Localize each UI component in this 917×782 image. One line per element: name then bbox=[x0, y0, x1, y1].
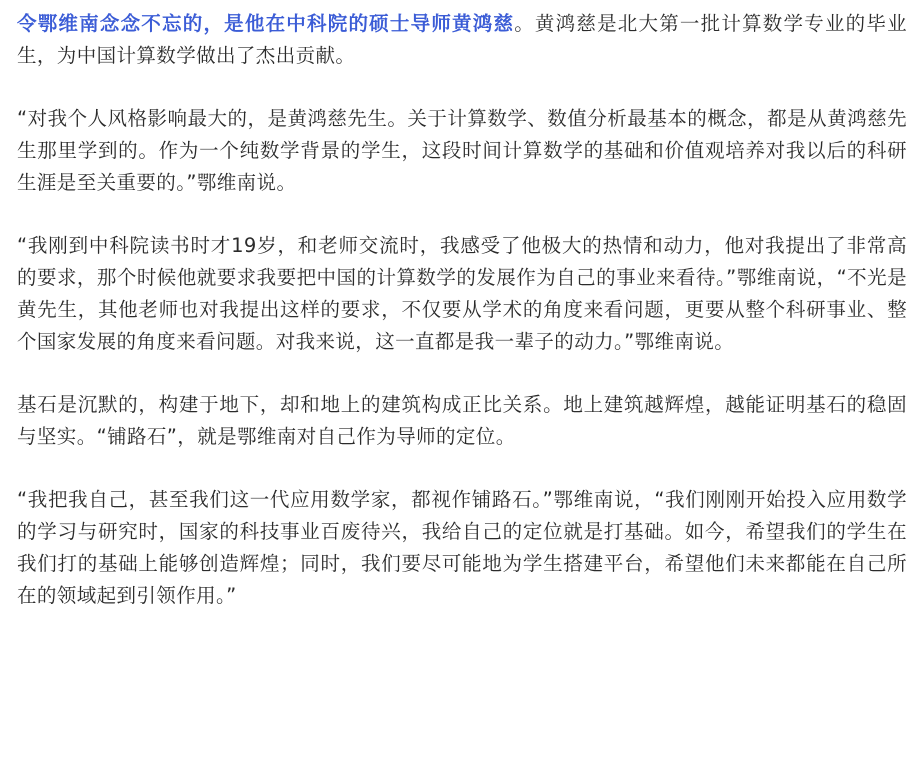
paragraph-early-years-quote bbox=[17, 230, 907, 358]
paragraph-influence-quote bbox=[17, 103, 907, 199]
paragraph-text: “我刚到中科院读书时才19岁，和老师交流时，我感受了他极大的热情和动力，他对我提出了非常高的要求，那个时候他就要求我要把中国的计算数学的发展作为自己的事业来看待。”鄂维南说，“不光是黄先生，其他老师也对我提出这样的要求，不仅要从学术的角度来看问题，更要从整个科研事业、整个国家发展的角度来看问题。对我来说，这一直都是我一辈子的动力。”鄂维南说。 bbox=[17, 234, 907, 353]
paragraph-text: 基石是沉默的，构建于地下，却和地上的建筑构成正比关系。地上建筑越辉煌，越能证明基石的稳固与坚实。“铺路石”，就是鄂维南对自己作为导师的定位。 bbox=[17, 393, 907, 448]
paragraph-cornerstone bbox=[17, 389, 907, 453]
highlighted-lead: 令鄂维南念念不忘的，是他在中科院的硕士导师黄鸿慈 bbox=[17, 12, 515, 35]
paragraph-advisor-intro bbox=[17, 8, 907, 72]
article-body bbox=[17, 8, 907, 643]
paragraph-text: “对我个人风格影响最大的，是黄鸿慈先生。关于计算数学、数值分析最基本的概念，都是从黄鸿慈先生那里学到的。作为一个纯数学背景的学生，这段时间计算数学的基础和价值观培养对我以后的科研生涯是至关重要的。”鄂维南说。 bbox=[17, 107, 907, 194]
paragraph-text: “我把我自己，甚至我们这一代应用数学家，都视作铺路石。”鄂维南说，“我们刚刚开始投入应用数学的学习与研究时，国家的科技事业百废待兴，我给自己的定位就是打基础。如今，希望我们的学生在我们打的基础上能够创造辉煌；同时，我们要尽可能地为学生搭建平台，希望他们未来都能在自己所在的领域起到引领作用。” bbox=[17, 488, 907, 607]
paragraph-paving-stone-quote bbox=[17, 484, 907, 612]
paragraph-text: 。黄鸿慈是北大第一批计算数学专业的毕业生，为中国计算数学做出了杰出贡献。 bbox=[17, 12, 907, 67]
